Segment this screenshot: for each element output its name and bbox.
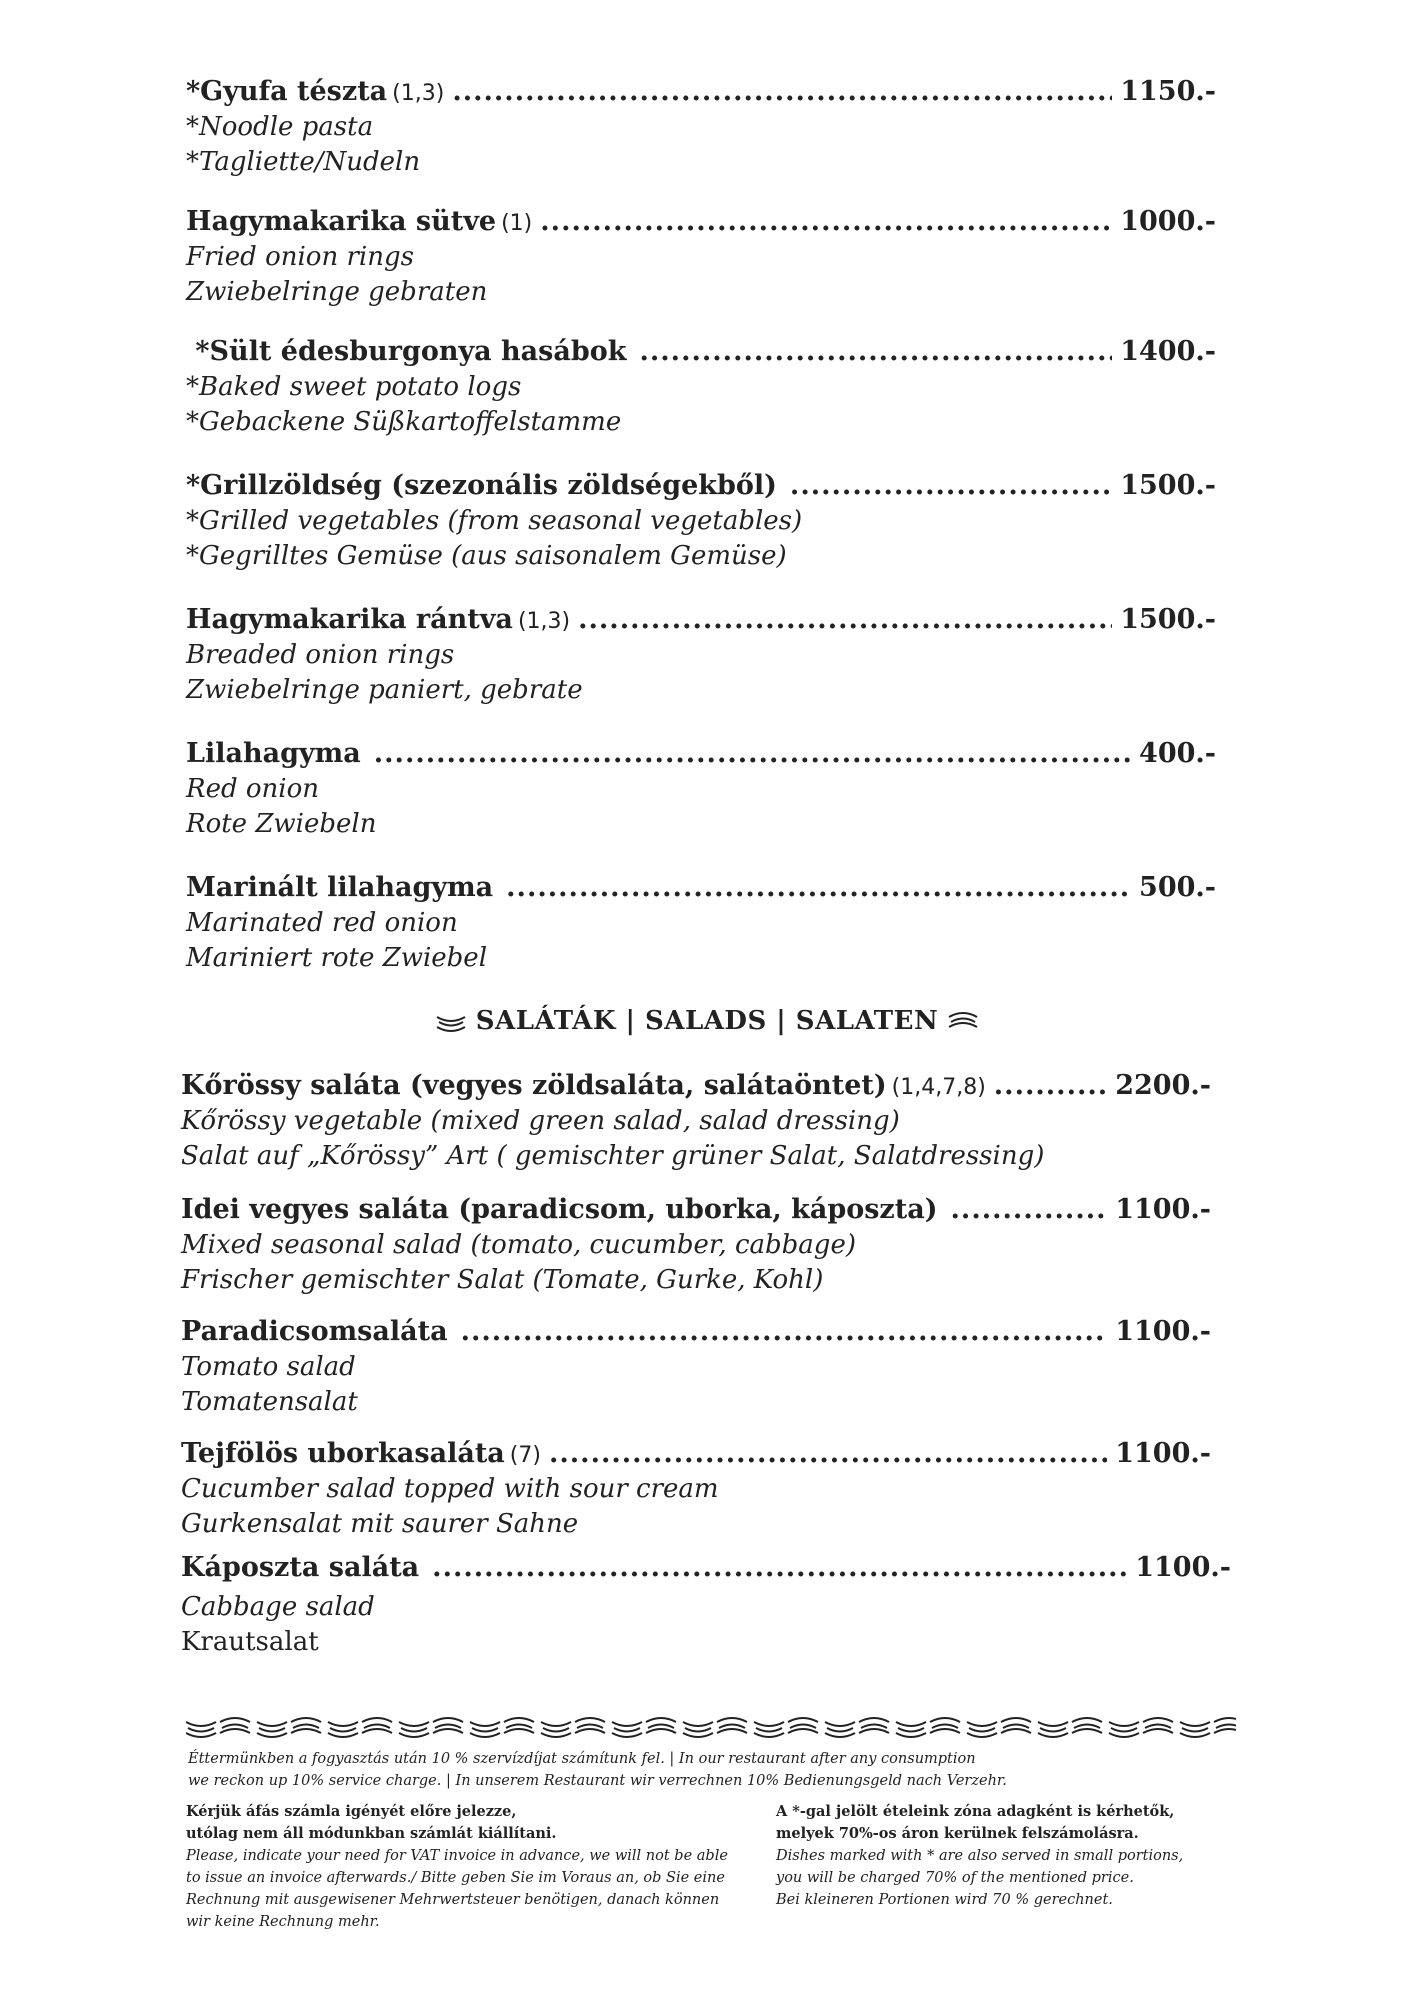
dot-leader <box>639 336 1112 367</box>
swash-ornament-icon <box>896 1718 960 1737</box>
item-english: Marinated red onion <box>186 908 458 938</box>
item-english: Red onion <box>186 774 319 804</box>
item-allergens: (1,3) <box>392 81 445 106</box>
menu-item <box>181 1438 1211 1542</box>
swash-ornament-icon <box>612 1718 676 1737</box>
item-name: Tejfölös uborkasaláta <box>181 1438 505 1469</box>
dot-leader <box>540 206 1112 237</box>
vat-hu-line-2: utólag nem áll módunkban számlát kiállítani. <box>186 1825 557 1842</box>
dot-leader <box>432 1552 1127 1583</box>
item-name: *Grillzöldség (szezonális zöldségekből) <box>186 470 777 501</box>
menu-item <box>186 206 1216 310</box>
item-english: Breaded onion rings <box>186 640 455 670</box>
swash-ornament-icon <box>470 1718 534 1737</box>
menu-item <box>186 604 1216 708</box>
item-allergens: (1,4,7,8) <box>891 1075 986 1100</box>
item-price: 1400.- <box>1120 336 1216 367</box>
item-price: 1100.- <box>1115 1316 1211 1347</box>
item-price: 1500.- <box>1120 470 1216 501</box>
item-german: *Gebackene Süßkartoffelstamme <box>186 407 622 437</box>
service-charge-note <box>188 1748 1088 1792</box>
menu-item <box>186 76 1216 180</box>
dot-leader <box>452 76 1112 107</box>
menu-item <box>181 1316 1211 1420</box>
item-price: 1000.- <box>1120 206 1216 237</box>
item-name: *Sült édesburgonya hasábok <box>186 336 627 367</box>
item-english: Mixed seasonal salad (tomato, cucumber, cabbage) <box>181 1230 856 1260</box>
item-german: Mariniert rote Zwiebel <box>186 943 488 973</box>
swash-ornament-icon <box>967 1718 1031 1737</box>
item-allergens: (1,3) <box>517 609 571 634</box>
item-price: 1100.- <box>1115 1438 1211 1469</box>
menu-item <box>181 1552 1231 1660</box>
ornament-right-icon <box>948 1011 978 1033</box>
item-name: *Gyufa tészta <box>186 76 388 107</box>
swash-ornament-icon <box>683 1718 747 1737</box>
vat-hu-line-1: Kérjük áfás számla igényét előre jelezze, <box>186 1803 517 1820</box>
item-english: Fried onion rings <box>186 242 414 272</box>
item-german: Zwiebelringe paniert, gebrate <box>186 675 583 705</box>
vat-en-line-1: Please, indicate your need for VAT invoice in advance, we will not be able <box>186 1848 728 1864</box>
item-german: Rote Zwiebeln <box>186 809 377 839</box>
item-english: *Noodle pasta <box>186 112 374 142</box>
item-price: 2200.- <box>1115 1070 1211 1101</box>
item-english: Tomato salad <box>181 1352 356 1382</box>
menu-item <box>186 872 1216 976</box>
item-german: *Tagliette/Nudeln <box>186 147 421 177</box>
vat-en-line-4: wir keine Rechnung mehr. <box>186 1914 380 1930</box>
swash-ornament-icon <box>1109 1718 1173 1737</box>
swash-ornament-icon <box>541 1718 605 1737</box>
item-name: Lilahagyma <box>186 738 361 769</box>
swash-ornament-icon <box>1180 1718 1236 1737</box>
vat-note <box>186 1801 746 1933</box>
item-price: 1500.- <box>1120 604 1216 635</box>
item-german: Zwiebelringe gebraten <box>186 277 488 307</box>
ornament-left-icon <box>436 1011 466 1033</box>
swash-ornament-icon <box>1038 1718 1102 1737</box>
item-price: 400.- <box>1139 738 1216 769</box>
item-german: Salat auf „Kőrössy” Art ( gemischter grüner Salat, Salatdressing) <box>181 1141 1045 1171</box>
swash-ornament-icon <box>186 1718 250 1737</box>
item-allergens: (7) <box>509 1443 541 1468</box>
item-english: Kőrössy vegetable (mixed green salad, salad dressing) <box>181 1106 900 1136</box>
portion-note <box>776 1801 1236 1911</box>
item-name: Idei vegyes saláta (paradicsom, uborka, káposzta) <box>181 1194 938 1225</box>
swash-ornament-icon <box>825 1718 889 1737</box>
item-german: Krautsalat <box>181 1627 319 1657</box>
item-german: Frischer gemischter Salat (Tomate, Gurke, Kohl) <box>181 1265 824 1295</box>
vat-en-line-3: Rechnung mit ausgewisener Mehrwertsteuer benötigen, danach können <box>186 1892 720 1908</box>
item-name: Marinált lilahagyma <box>186 872 494 903</box>
dot-leader <box>374 738 1131 769</box>
item-name: Kőrössy saláta (vegyes zöldsaláta, salátaöntet) <box>181 1070 887 1101</box>
dot-leader <box>506 872 1131 903</box>
menu-item <box>186 470 1216 574</box>
service-line-2: we reckon up 10% service charge. | In unserem Restaurant wir verrechnen 10% Bedienungsgeld nach Verzehr. <box>188 1773 1007 1789</box>
item-price: 1100.- <box>1115 1194 1211 1225</box>
item-price: 500.- <box>1139 872 1216 903</box>
swash-ornament-icon <box>754 1718 818 1737</box>
item-german: Tomatensalat <box>181 1387 358 1417</box>
item-english: *Grilled vegetables (from seasonal vegetables) <box>186 506 803 536</box>
menu-item <box>181 1070 1211 1174</box>
menu-item <box>186 738 1216 842</box>
vat-en-line-2: to issue an invoice afterwards./ Bitte geben Sie im Voraus an, ob Sie eine <box>186 1870 725 1886</box>
section-title-text: SALÁTÁK | SALADS | SALATEN <box>475 1006 939 1036</box>
item-german: Gurkensalat mit saurer Sahne <box>181 1509 579 1539</box>
item-allergens: (1) <box>501 211 533 236</box>
portion-hu-line-2: melyek 70%-os áron kerülnek felszámolásra. <box>776 1825 1139 1842</box>
dot-leader <box>994 1070 1107 1101</box>
swash-ornament-icon <box>257 1718 321 1737</box>
section-title-salads <box>0 1006 1414 1036</box>
item-name: Káposzta saláta <box>181 1552 420 1583</box>
item-german: *Gegrilltes Gemüse (aus saisonalem Gemüse) <box>186 541 787 571</box>
dot-leader <box>461 1316 1108 1347</box>
dot-leader <box>790 470 1112 501</box>
portion-hu-line-1: A *-gal jelölt ételeink zóna adagként is kérhetők, <box>776 1803 1175 1820</box>
item-english: *Baked sweet potato logs <box>186 372 522 402</box>
item-price: 1150.- <box>1120 76 1216 107</box>
menu-item <box>186 336 1216 440</box>
portion-de-line: Bei kleineren Portionen wird 70 % gerechnet. <box>776 1892 1113 1908</box>
item-price: 1100.- <box>1135 1552 1231 1583</box>
ornament-divider <box>186 1716 1236 1740</box>
dot-leader <box>951 1194 1108 1225</box>
item-name: Paradicsomsaláta <box>181 1316 448 1347</box>
portion-en-line-2: you will be charged 70% of the mentioned price. <box>776 1870 1134 1886</box>
item-english: Cucumber salad topped with sour cream <box>181 1474 719 1504</box>
dot-leader <box>549 1438 1107 1469</box>
item-english: Cabbage salad <box>181 1592 375 1622</box>
service-line-1: Éttermünkben a fogyasztás után 10 % szervízdíjat számítunk fel. | In our restaurant after any consumption <box>188 1751 976 1767</box>
menu-item <box>181 1194 1211 1298</box>
item-name: Hagymakarika rántva <box>186 604 513 635</box>
swash-ornament-icon <box>328 1718 392 1737</box>
swash-ornament-icon <box>399 1718 463 1737</box>
portion-en-line-1: Dishes marked with * are also served in small portions, <box>776 1848 1184 1864</box>
item-name: Hagymakarika sütve <box>186 206 497 237</box>
dot-leader <box>578 604 1112 635</box>
